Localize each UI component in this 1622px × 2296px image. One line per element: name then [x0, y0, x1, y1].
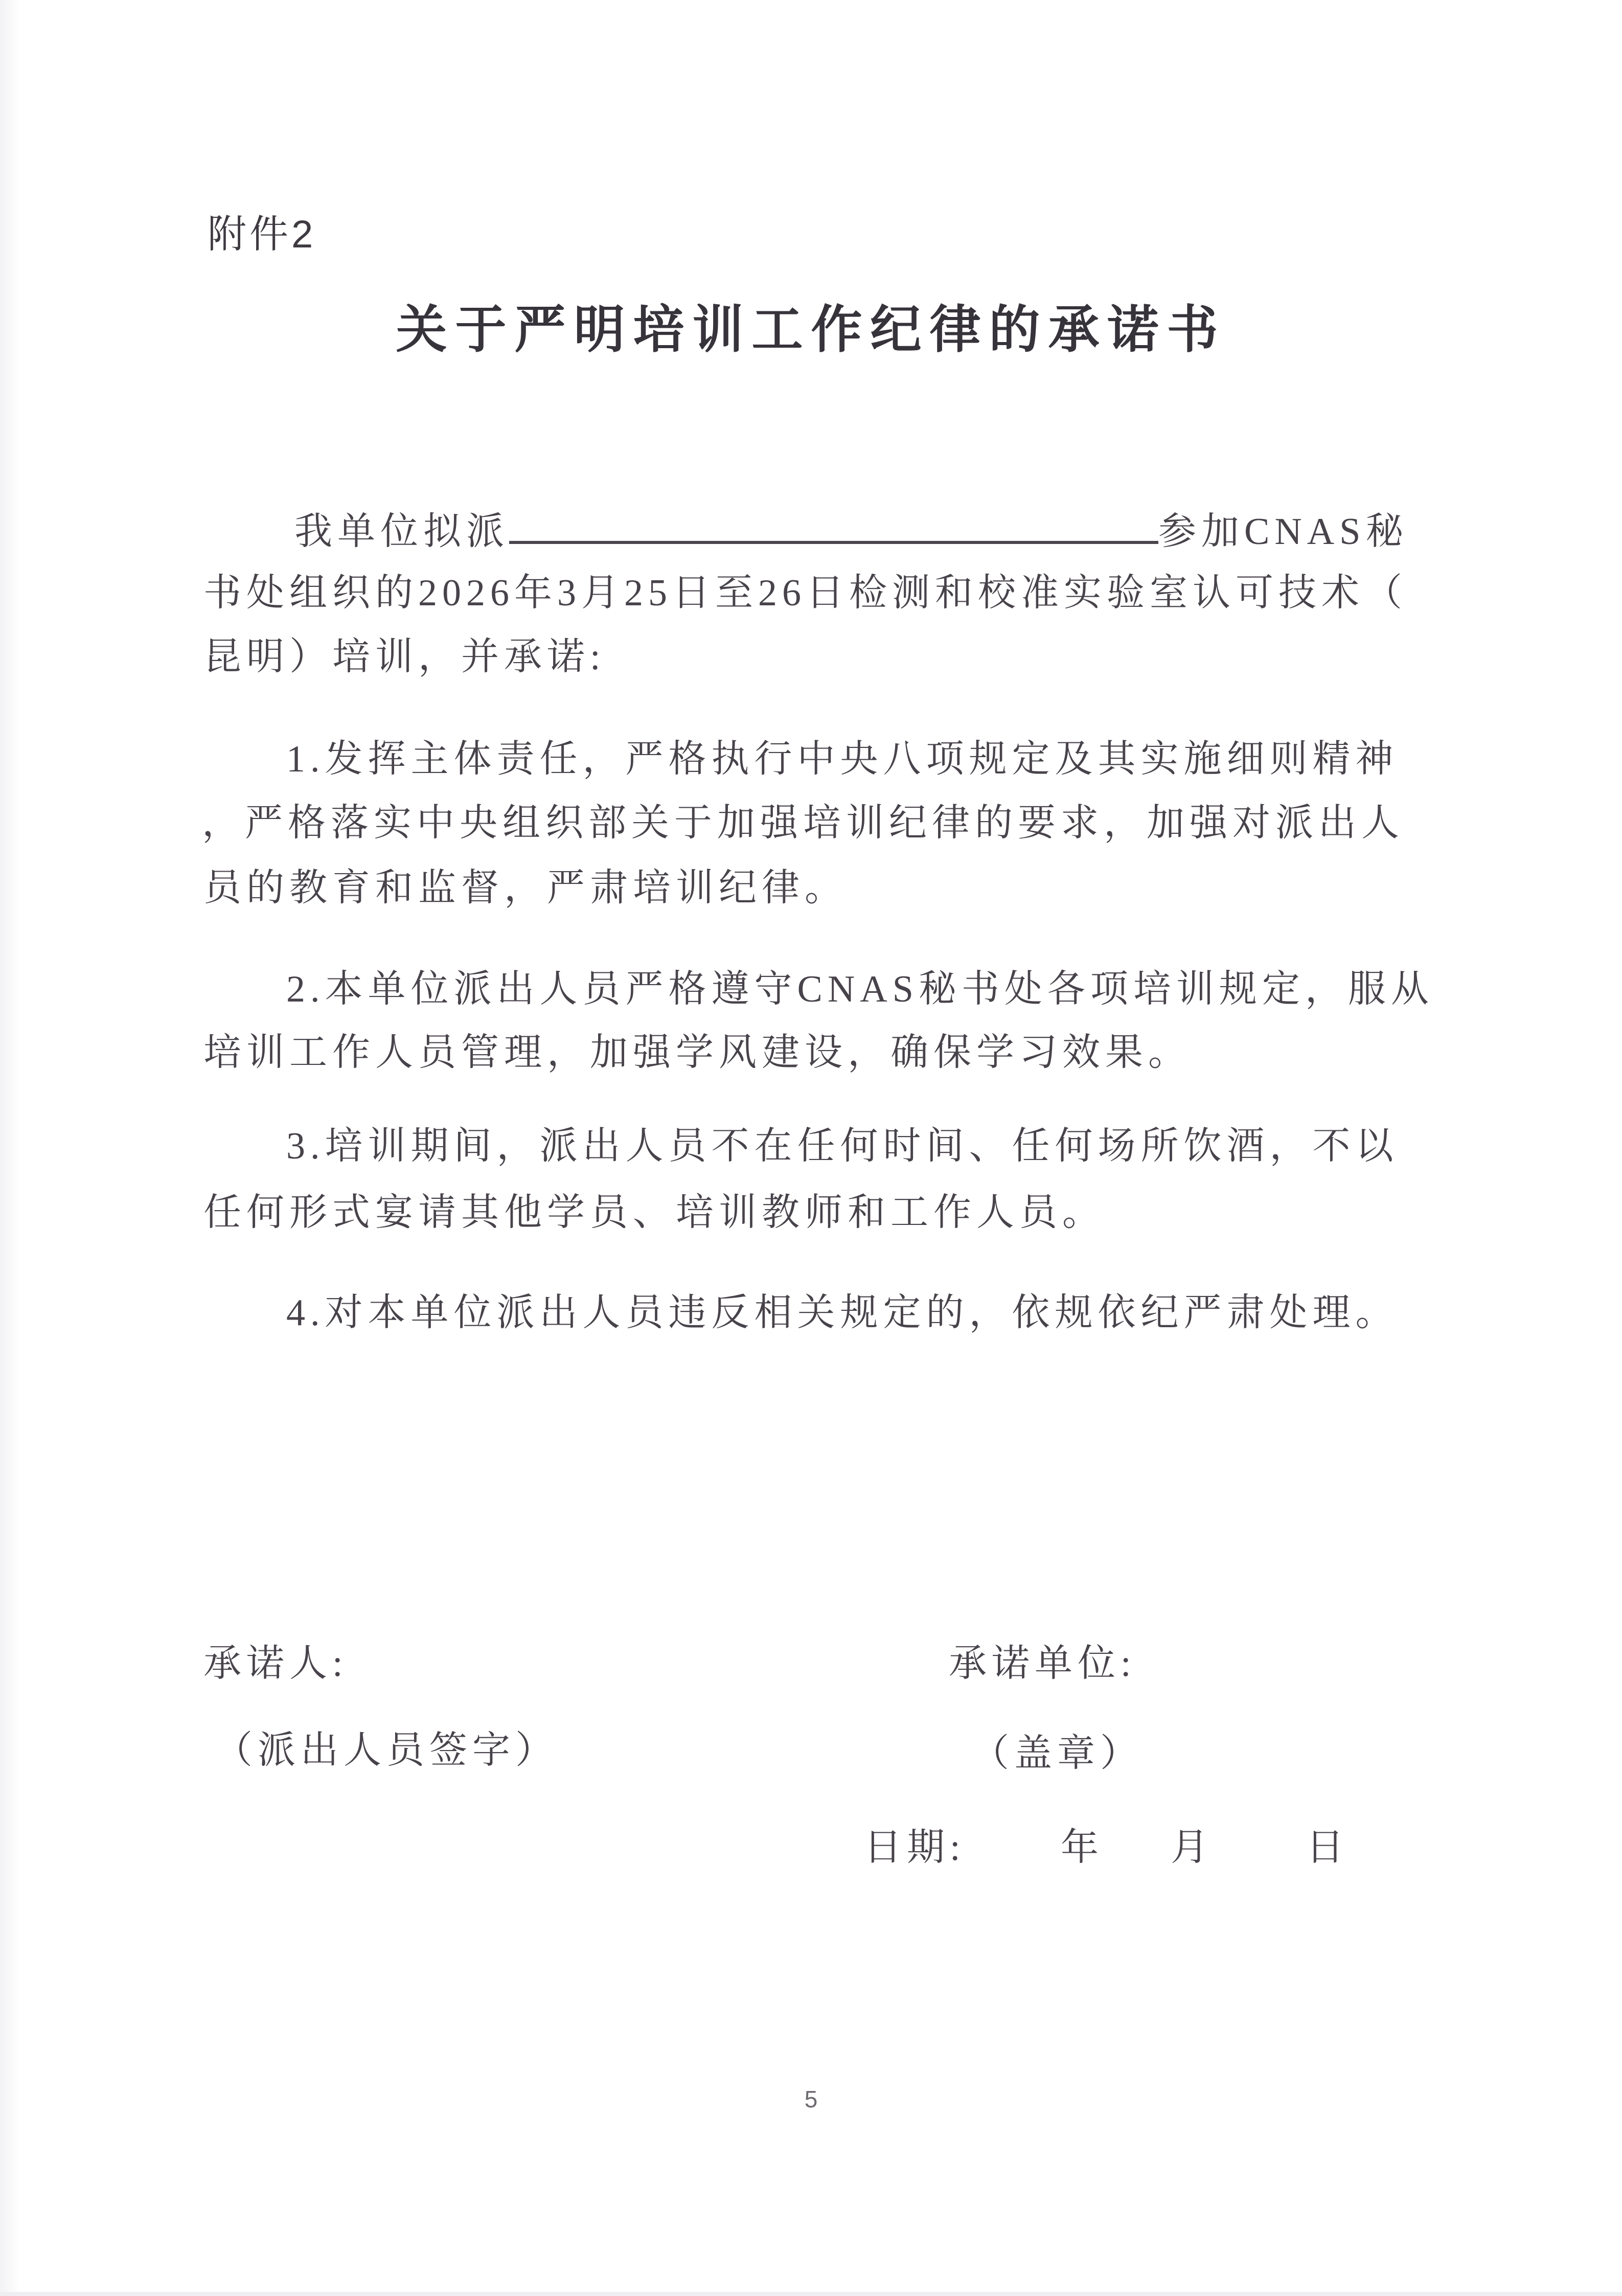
item-3-line-2: 任何形式宴请其他学员、培训教师和工作人员。 [203, 1192, 1105, 1234]
item-1-line-2: ，严格落实中央组织部关于加强培训纪律的要求，加强对派出人 [202, 802, 1404, 844]
item-3-line-1: 3.培训期间，派出人员不在任何时间、任何场所饮酒，不以 [286, 1125, 1399, 1167]
fill-in-blank-underline [509, 532, 1158, 544]
item-1-line-1: 1.发挥主体责任，严格执行中央八项规定及其实施细则精神 [286, 738, 1399, 780]
intro-tail-text: 参加CNAS秘 [1158, 511, 1409, 553]
unit-label: 承诺单位: [949, 1643, 1136, 1685]
attachment-label: 附件2 [208, 213, 316, 256]
intro-lead-text: 我单位拟派 [294, 511, 509, 553]
scan-bottom-edge-shading [0, 2292, 1622, 2296]
promiser-label: 承诺人: [203, 1643, 348, 1685]
date-month-label: 月 [1171, 1827, 1214, 1869]
date-day-label: 日 [1306, 1827, 1349, 1869]
intro-line-1 [294, 510, 1408, 554]
date-label: 日期: [864, 1827, 966, 1869]
page-number: 5 [804, 2086, 818, 2112]
document-title: 关于严明培训工作纪律的承诺书 [396, 302, 1226, 358]
item-2-line-2: 培训工作人员管理，加强学风建设，确保学习效果。 [203, 1032, 1191, 1074]
item-2-line-1: 2.本单位派出人员严格遵守CNAS秘书处各项培训规定，服从 [286, 968, 1434, 1010]
promiser-signature-note: （派出人员签字） [215, 1730, 558, 1771]
intro-line-2: 书处组织的2026年3月25日至26日检测和校准实验室认可技术（ [203, 572, 1407, 614]
item-4-line-1: 4.对本单位派出人员违反相关规定的，依规依纪严肃处理。 [286, 1292, 1399, 1334]
date-year-label: 年 [1061, 1827, 1104, 1869]
unit-seal-note: （盖章） [971, 1733, 1143, 1775]
intro-line-3: 昆明）培训，并承诺: [203, 636, 606, 678]
item-1-line-3: 员的教育和监督，严肃培训纪律。 [203, 867, 848, 909]
